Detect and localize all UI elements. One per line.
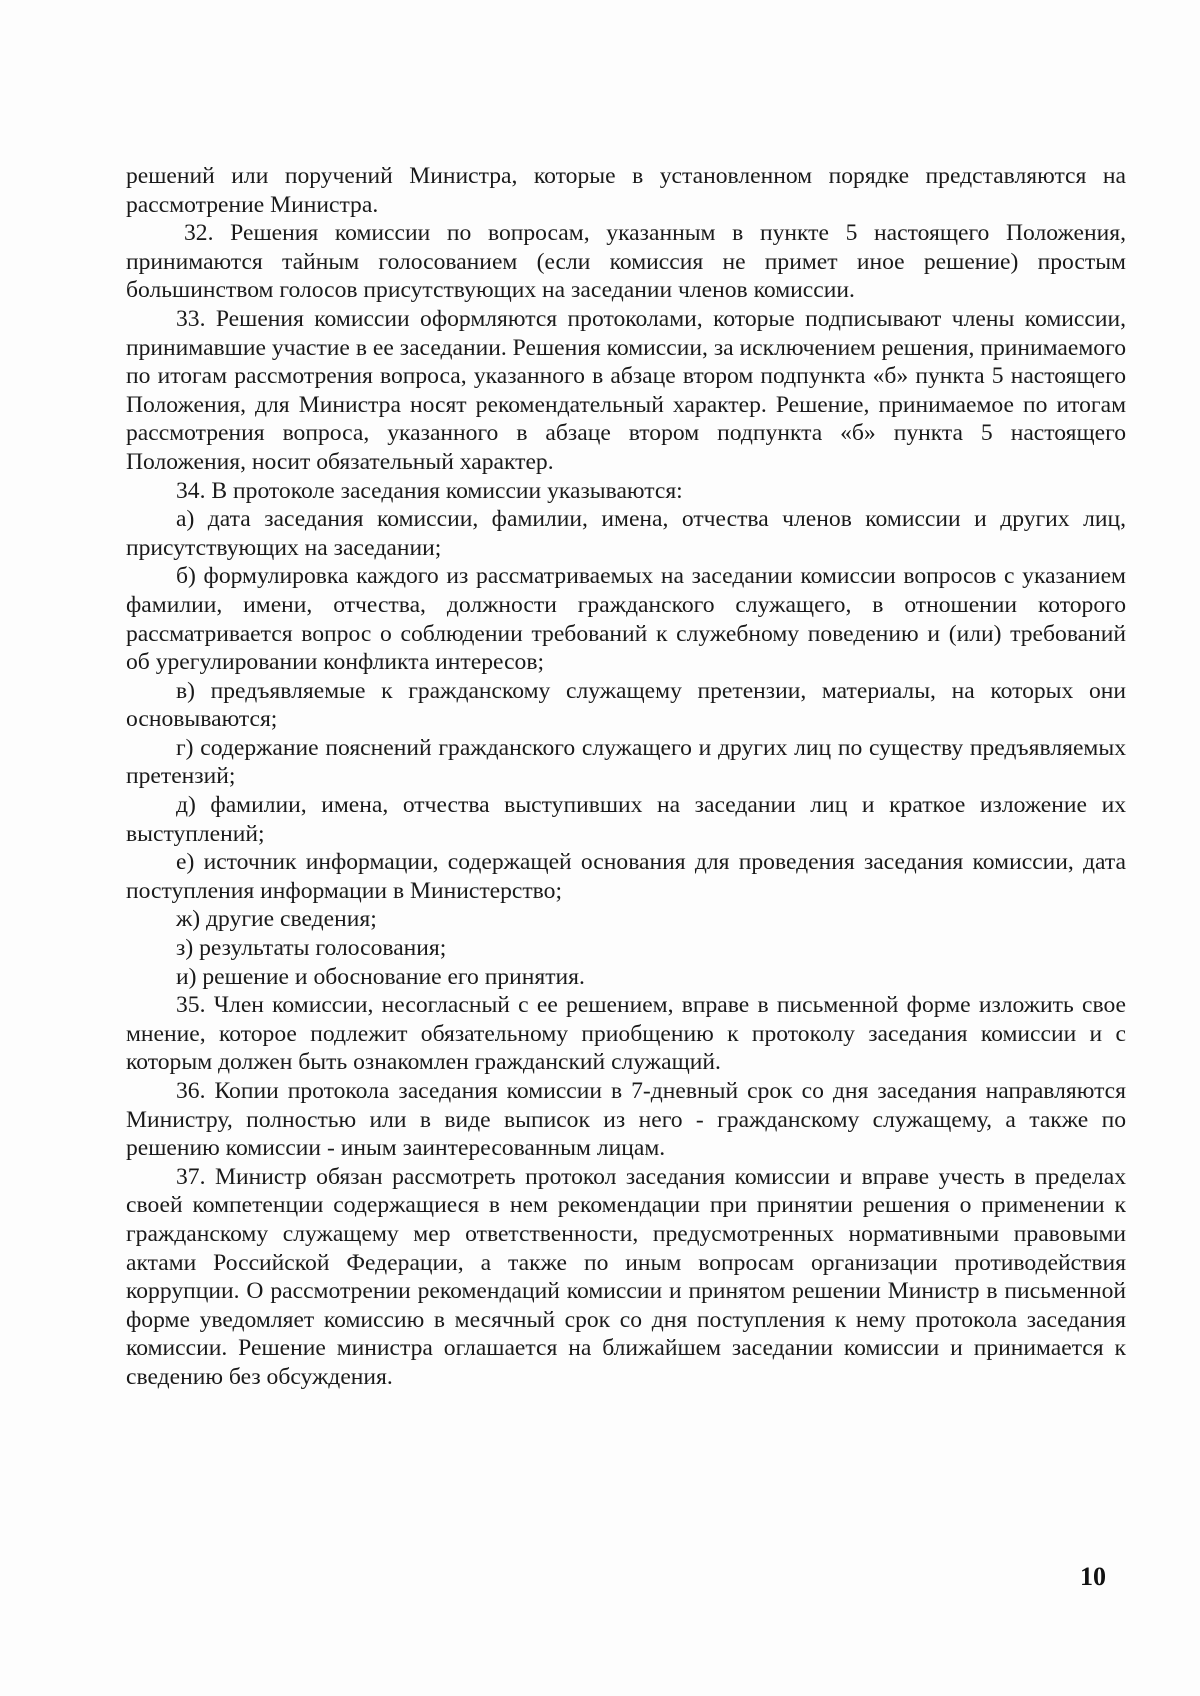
document-body: [126, 162, 1126, 1392]
list-item-e: е) источник информации, содержащей основания для проведения заседания комиссии, дата поступления информации в Министерство;: [126, 849, 1126, 904]
list-item-zh: ж) другие сведения;: [176, 906, 377, 933]
paragraph-item-36: 36. Копии протокола заседания комиссии в 7-дневный срок со дня заседания направляются Министру, полностью или в виде выписок из него - гражданскому служащему, а также по решению комиссии - иным заинтересованным лицам.: [126, 1078, 1126, 1162]
list-item-a: а) дата заседания комиссии, фамилии, имена, отчества членов комиссии и других лиц, присутствующих на заседании;: [126, 506, 1126, 561]
list-item-b: б) формулировка каждого из рассматриваемых на заседании комиссии вопросов с указанием фамилии, имени, отчества, должности гражданского служащего, в отношении которого рассматривается вопрос о соблюдении требований к служебному поведению и (или) требований об урегулировании конфликта интересов;: [126, 563, 1126, 676]
list-item-g: г) содержание пояснений гражданского служащего и других лиц по существу предъявляемых претензий;: [126, 734, 1126, 790]
paragraph-item-37: 37. Министр обязан рассмотреть протокол заседания комиссии и вправе учесть в пределах своей компетенции содержащиеся в нем рекомендации при принятии решения о применении к гражданскому служащему мер ответственности, предусмотренных нормативными правовыми актами Российской Федерации, а также по иным вопросам организации противодействия коррупции. О рассмотрении рекомендаций комиссии и принятом решении Министр в письменной форме уведомляет комиссию в месячный срок со дня поступления к нему протокола заседания комиссии. Решение министра оглашается на ближайшем заседании комиссии и принимается к сведению без обсуждения.: [126, 1163, 1126, 1390]
list-item-i: и) решение и обоснование его принятия.: [176, 963, 585, 990]
list-item-z: з) результаты голосования;: [176, 935, 447, 962]
paragraph-item-32: 32. Решения комиссии по вопросам, указанным в пункте 5 настоящего Положения, принимаются тайным голосованием (если комиссия не примет иное решение) простым большинством голосов присутствующих на заседании членов комиссии.: [126, 220, 1126, 304]
paragraph-item-33: 33. Решения комиссии оформляются протоколами, которые подписывают члены комиссии, принимавшие участие в ее заседании. Решения комиссии, за исключением решения, принимаемого по итогам рассмотрения вопроса, указанного в абзаце втором подпункта «б» пункта 5 настоящего Положения, для Министра носят рекомендательный характер. Решение, принимаемое по итогам рассмотрения вопроса, указанного в абзаце втором подпункта «б» пункта 5 настоящего Положения, носит обязательный характер.: [126, 305, 1126, 475]
list-item-v: в) предъявляемые к гражданскому служащему претензии, материалы, на которых они основываются;: [126, 677, 1126, 733]
paragraph-continuation: решений или поручений Министра, которые в установленном порядке представляются на рассмотрение Министра.: [126, 163, 1126, 218]
paragraph-item-34: 34. В протоколе заседания комиссии указываются:: [176, 477, 683, 504]
list-item-d: д) фамилии, имена, отчества выступивших на заседании лиц и краткое изложение их выступлений;: [126, 792, 1126, 847]
page-number: 10: [1080, 1562, 1106, 1591]
paragraph-item-35: 35. Член комиссии, несогласный с ее решением, вправе в письменной форме изложить свое мнение, которое подлежит обязательному приобщению к протоколу заседания комиссии и с которым должен быть ознакомлен гражданский служащий.: [126, 992, 1126, 1076]
